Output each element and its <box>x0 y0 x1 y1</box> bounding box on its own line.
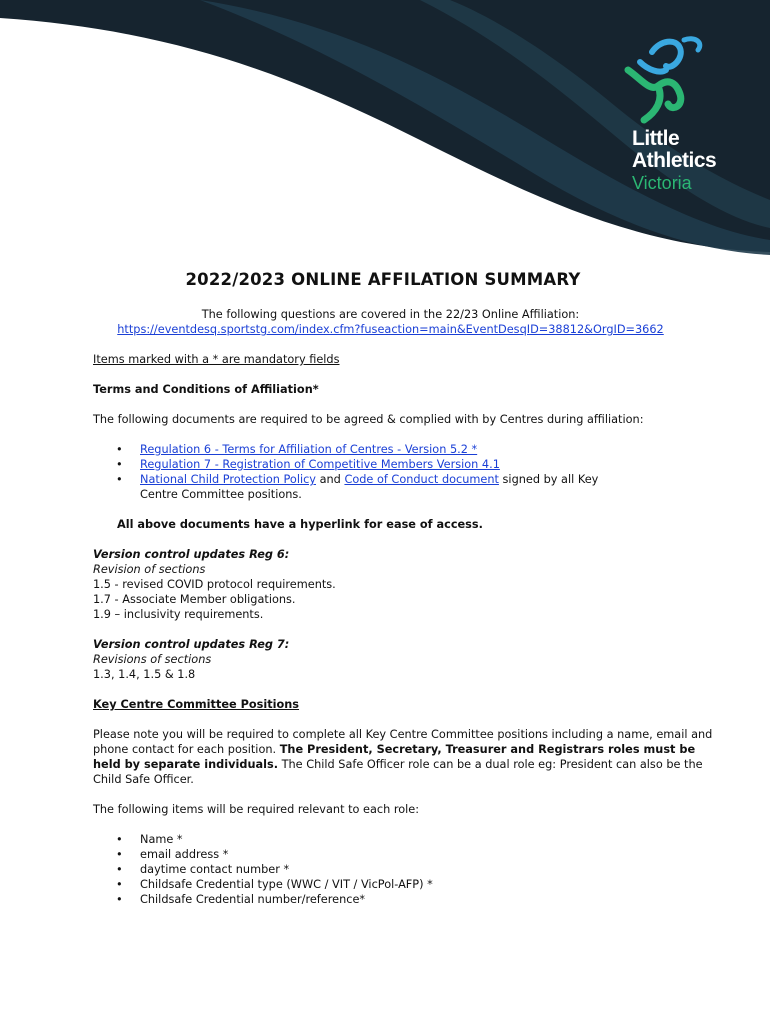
committee-para-bold: The President, Secretary, Treasurer and Registrars roles must be held by separate individuals. <box>93 743 696 771</box>
committee-paragraph <box>93 727 713 787</box>
header-banner <box>0 0 770 260</box>
reg7-sub: Revisions of sections <box>93 653 212 666</box>
mandatory-note: Items marked with a * are mandatory fields <box>93 353 340 366</box>
intro-text: The following questions are covered in the 22/23 Online Affiliation: <box>201 308 580 321</box>
hyperlink-note: All above documents have a hyperlink for ease of access. <box>117 518 483 531</box>
terms-lead: The following documents are required to be agreed & complied with by Centres during affiliation: <box>93 413 644 426</box>
reg6-line: 1.5 - revised COVID protocol requirements. <box>93 578 336 591</box>
affiliation-url-link[interactable]: https://eventdesq.sportstg.com/index.cfm?fuseaction=main&EventDesqID=38812&OrgID=3662 <box>117 323 664 336</box>
reg7-heading: Version control updates Reg 7: <box>93 638 290 651</box>
list-item: • email address * <box>140 847 713 862</box>
terms-document-list <box>93 442 713 502</box>
list-item <box>140 472 713 502</box>
reg6-line: 1.7 - Associate Member obligations. <box>93 593 296 606</box>
logo-line-1: Little <box>632 127 680 150</box>
role-requirements-list <box>93 832 713 907</box>
list-item <box>140 457 713 472</box>
regulation-7-link[interactable]: Regulation 7 - Registration of Competitive Members Version 4.1 <box>140 458 500 471</box>
list-item <box>140 442 713 457</box>
reg6-heading: Version control updates Reg 6: <box>93 548 290 561</box>
list-item: • Childsafe Credential type (WWC / VIT / VicPol-AFP) * <box>140 877 713 892</box>
list-item: • daytime contact number * <box>140 862 713 877</box>
code-of-conduct-link[interactable]: Code of Conduct document <box>344 473 499 486</box>
signed-text: signed by all Key <box>498 473 599 486</box>
reg6-line: 1.9 – inclusivity requirements. <box>93 608 264 621</box>
logo-line-3: Victoria <box>632 173 692 193</box>
signed-text-line2: Centre Committee positions. <box>140 488 302 501</box>
logo-line-2: Athletics <box>632 149 717 172</box>
terms-heading: Terms and Conditions of Affiliation* <box>93 383 319 396</box>
and-text: and <box>316 473 345 486</box>
regulation-6-link[interactable]: Regulation 6 - Terms for Affiliation of Centres - Version 5.2 * <box>140 443 478 456</box>
list-item: • Name * <box>140 832 713 847</box>
document-body <box>93 272 713 907</box>
committee-para-end: The Child Safe Officer role can be a dual role eg: President can also be the Child Safe Officer. <box>93 758 703 786</box>
committee-para-start: Please note you will be required to complete all Key Centre Committee positions including a name, email and phone contact for each position. <box>93 728 713 756</box>
reg6-sub: Revision of sections <box>93 563 206 576</box>
committee-lead: The following items will be required relevant to each role: <box>93 803 420 816</box>
child-protection-policy-link[interactable]: National Child Protection Policy <box>140 473 316 486</box>
committee-heading: Key Centre Committee Positions <box>93 698 300 711</box>
page-title: 2022/2023 ONLINE AFFILATION SUMMARY <box>185 270 581 289</box>
logo-wordmark <box>632 128 716 194</box>
reg7-line: 1.3, 1.4, 1.5 & 1.8 <box>93 668 196 681</box>
list-item: • Childsafe Credential number/reference* <box>140 892 713 907</box>
